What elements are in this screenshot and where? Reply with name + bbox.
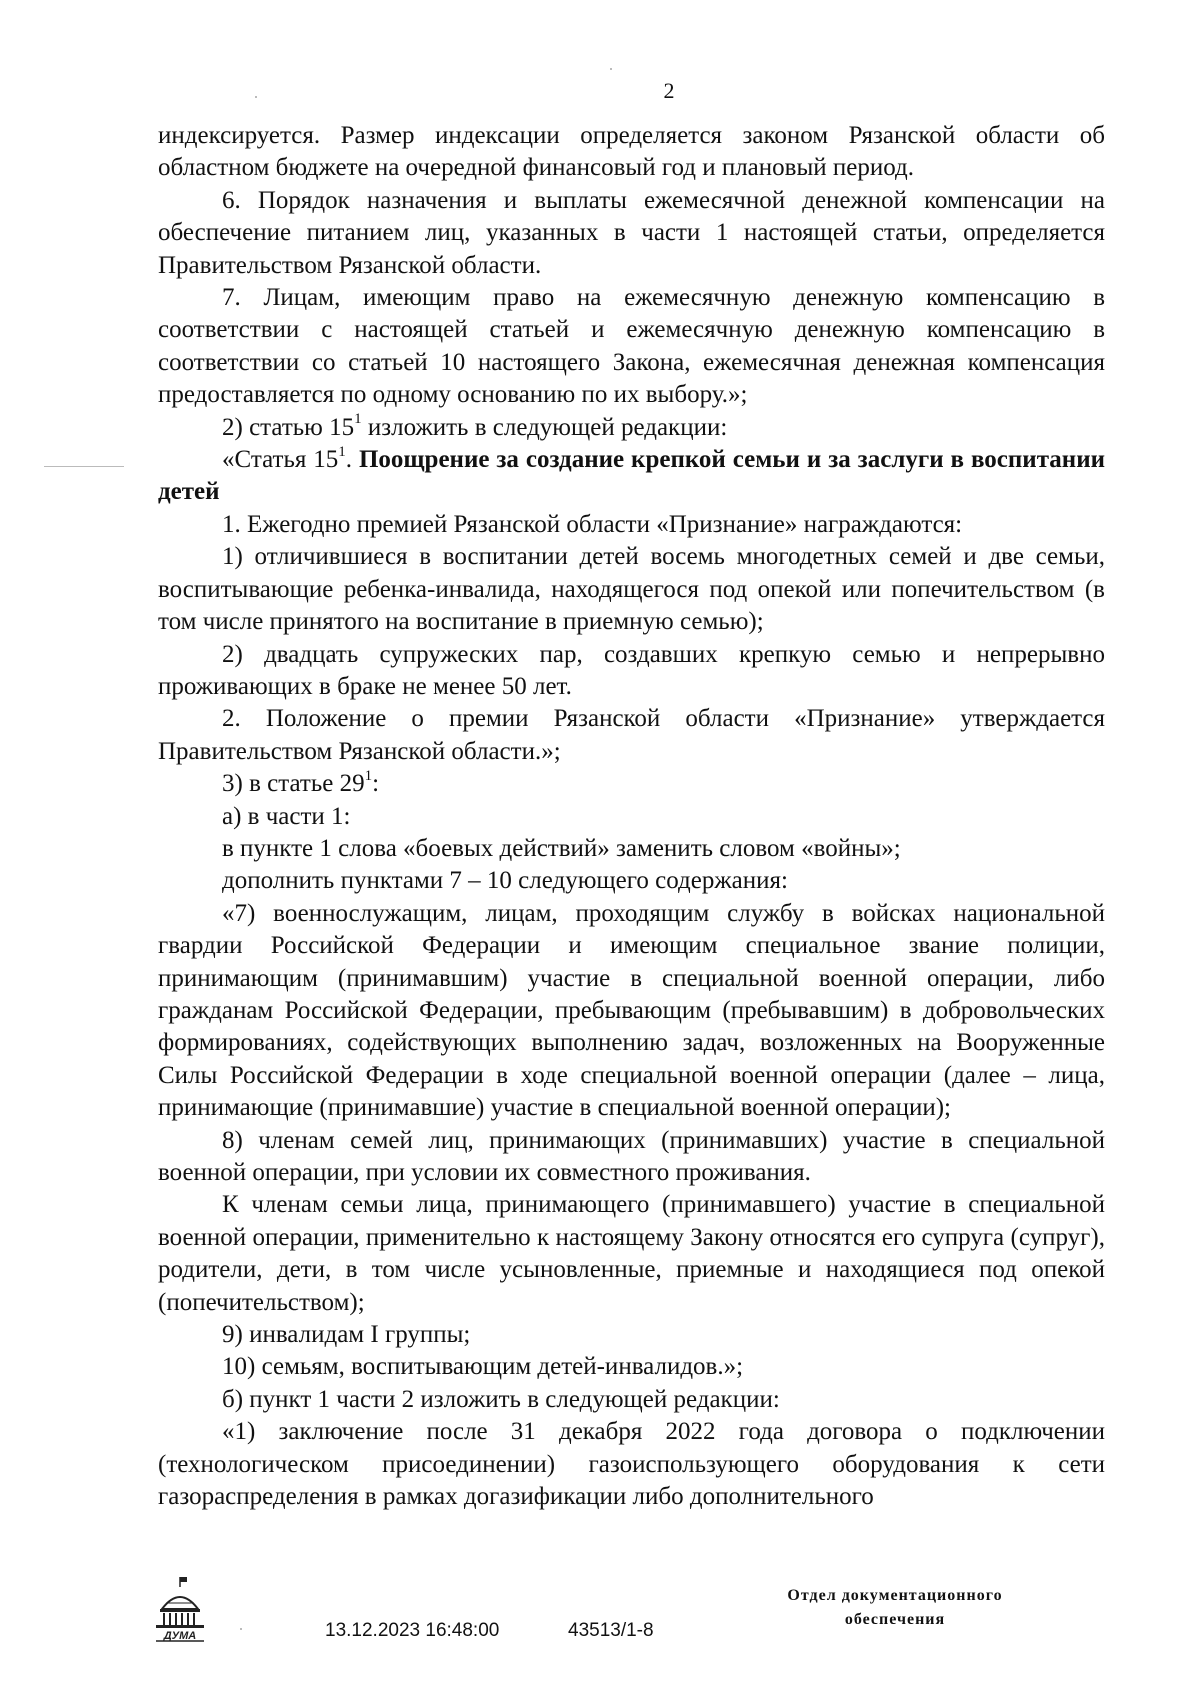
paragraph: 1) отличившиеся в воспитании детей восемь многодетных семей и две семьи, воспитывающие ребенка-инвалида, находящегося под опекой или попечительством (в том числе принятого на воспитание в приемную семью);: [158, 543, 1105, 636]
paragraph: 6. Порядок назначения и выплаты ежемесячной денежной компенсации на обеспечение питанием лиц, указанных в части 1 настоящей статьи, определяется Правительством Рязанской области.: [158, 186, 1105, 279]
duma-logo-icon: [152, 1573, 208, 1643]
paragraph: а) в части 1:: [222, 802, 351, 830]
paragraph: индексируется. Размер индексации определяется законом Рязанской области об областном бюджете на очередной финансовый год и плановый период.: [158, 122, 1105, 182]
paragraph: К членам семьи лица, принимающего (принимавшего) участие в специальной военной операции, применительно к настоящему Закону относятся его супруга (супруг), родители, дети, в том числе усыновленные, приемные и находящиеся под опекой (попечительством);: [158, 1191, 1105, 1316]
paragraph: 1. Ежегодно премией Рязанской области «Признание» награждаются:: [222, 510, 963, 538]
footer-date: 13.12.2023 16:48:00: [325, 1620, 500, 1641]
paragraph: в пункте 1 слова «боевых действий» заменить словом «войны»;: [222, 834, 901, 862]
item-3: 3) в статье $29^1$:: [222, 767, 380, 798]
paragraph: 7. Лицам, имеющим право на ежемесячную денежную компенсацию в соответствии с настоящей статьей и ежемесячную денежную компенсацию в соответствии со статьей 10 настоящего Закона, ежемесячная денежная компенсация предоставляется по одному основанию по их выбору.»;: [158, 284, 1105, 409]
paragraph: 2. Положение о премии Рязанской области «Признание» утверждается Правительством Рязанской области.»;: [158, 705, 1105, 765]
item-2: 2) статью $15^1$ изложить в следующей редакции:: [222, 411, 728, 441]
footer-department: Отдел документационного обеспечения: [787, 1587, 1003, 1628]
paragraph: 10) семьям, воспитывающим детей-инвалидов.»;: [222, 1353, 744, 1381]
article-heading: «Статья $15^1$. Поощрение за создание крепкой семьи и за заслуги в воспитании детей: [158, 443, 1106, 506]
paragraph: 8) членам семей лиц, принимающих (принимавших) участие в специальной военной операции, при условии их совместного проживания.: [158, 1126, 1105, 1186]
footer-reg-number: 43513/1-8: [568, 1620, 654, 1641]
article-title: Поощрение за создание крепкой семьи и за заслуги в воспитании детей: [158, 446, 1106, 506]
paragraph: дополнить пунктами 7 – 10 следующего содержания:: [222, 867, 788, 895]
scan-speck: [610, 68, 612, 70]
paragraph: 9) инвалидам I группы;: [222, 1321, 471, 1349]
scan-speck: [240, 1628, 242, 1630]
paragraph: «7) военнослужащим, лицам, проходящим службу в войсках национальной гвардии Российской Федерации и имеющим специальное звание полиции, принимающим (принимавшим) участие в специальной военной операции, либо гражданам Российской Федерации, пребывающим (пребывавшим) в добровольческих формированиях, содействующих выполнению задач, возложенных на Вооруженные Силы Российской Федерации в ходе специальной военной операции (далее – лица, принимающие (принимавшие) участие в специальной военной операции);: [158, 899, 1105, 1122]
page-number: 2: [663, 78, 675, 103]
scan-speck: [44, 466, 124, 467]
svg-text:ДУМА: ДУМА: [163, 1630, 197, 1642]
paragraph: 2) двадцать супружеских пар, создавших крепкую семью и непрерывно проживающих в браке не менее 50 лет.: [158, 640, 1105, 700]
paragraph: «1) заключение после 31 декабря 2022 года договора о подключении (технологическом присоединении) газоиспользующего оборудования к сети газораспределения в рамках догазификации либо дополнительного: [158, 1418, 1105, 1511]
scan-speck: [255, 96, 257, 98]
paragraph: б) пункт 1 части 2 изложить в следующей редакции:: [222, 1385, 780, 1413]
document-body: [158, 120, 1105, 1513]
